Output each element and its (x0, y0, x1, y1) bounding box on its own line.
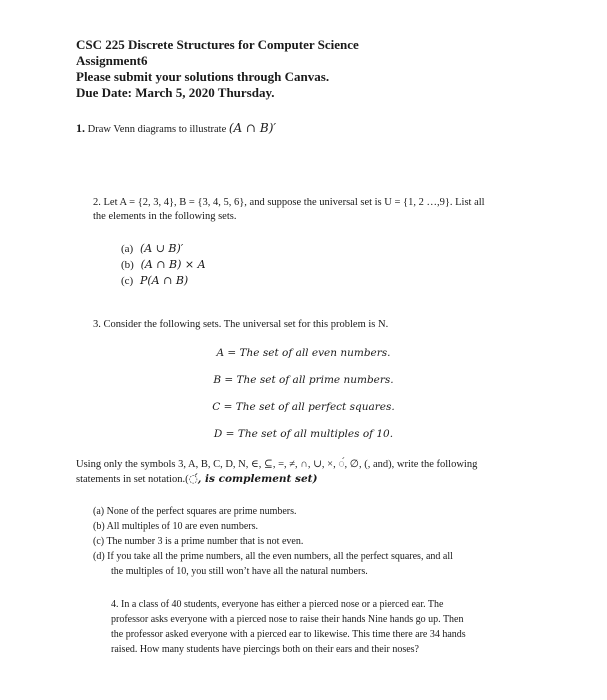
set-definition-b: B = The set of all prime numbers. (213, 374, 394, 386)
question-3-instruction-line-1: Using only the symbols 3, A, B, C, D, N, ∈, ⊆, =, ≠, ∩, ∪, ×, ◌́, ∅, (, and), write the following (76, 459, 478, 470)
due-date: Due Date: March 5, 2020 Thursday. (76, 85, 275, 100)
question-3-part-c (93, 535, 303, 549)
question-4-line-2: professor asks everyone with a pierced nose to raise their hands Nine hands go up. Then (111, 614, 464, 625)
question-2-item-b (121, 257, 206, 273)
submission-note: Please submit your solutions through Canvas. (76, 69, 330, 84)
set-definition-a: A = The set of all even numbers. (216, 347, 391, 359)
complement-note: ◌́, is complement set) (188, 473, 318, 485)
question-1-expression: (A ∩ B)′ (228, 121, 277, 135)
question-2-line-2: the elements in the following sets. (93, 211, 237, 222)
part-text: None of the perfect squares are prime numbers. (106, 506, 297, 517)
question-3-intro: 3. Consider the following sets. The universal set for this problem is N. (93, 319, 389, 330)
question-3-instruction-line-2 (76, 472, 317, 487)
item-expression: (A ∩ B) × A (140, 258, 206, 271)
item-label: (a) (121, 243, 134, 255)
question-3-part-a (93, 505, 297, 519)
question-3-part-b (93, 520, 258, 534)
part-text: The number 3 is a prime number that is not even. (106, 536, 304, 547)
part-text: If you take all the prime numbers, all the even numbers, all the perfect squares, and all (107, 551, 453, 562)
question-4-line-4: raised. How many students have piercings both on their ears and their noses? (111, 644, 419, 655)
part-label: (c) (93, 536, 105, 547)
item-label: (b) (121, 259, 134, 271)
part-label: (a) (93, 506, 105, 517)
item-label: (c) (121, 275, 134, 287)
course-title: CSC 225 Discrete Structures for Computer Science (76, 37, 359, 52)
instruction-text: statements in set notation.( (76, 474, 189, 485)
part-text: All multiples of 10 are even numbers. (106, 521, 258, 532)
assignment-header (76, 37, 359, 101)
set-definition-d: D = The set of all multiples of 10. (213, 428, 394, 440)
question-2-line-1: 2. Let A = {2, 3, 4}, B = {3, 4, 5, 6}, and suppose the universal set is U = {1, 2 …,9}. List all (93, 197, 485, 208)
question-4-line-3: the professor asked everyone with a pierced ear to likewise. This time there are 34 hands (111, 629, 466, 640)
part-label: (d) (93, 551, 105, 562)
question-4-line-1: 4. In a class of 40 students, everyone has either a pierced nose or a pierced ear. The (111, 599, 444, 610)
question-3-part-d-line-2: the multiples of 10, you still won’t have all the natural numbers. (111, 566, 368, 577)
question-1-number: 1. (76, 121, 85, 135)
set-definition-c: C = The set of all perfect squares. (212, 401, 395, 413)
item-expression: (A ∪ B)′ (139, 242, 184, 255)
assignment-title: Assignment6 (76, 53, 148, 68)
question-1-text: Draw Venn diagrams to illustrate (87, 124, 227, 135)
question-3-part-d (93, 550, 453, 564)
item-expression: P(A ∩ B) (139, 274, 189, 287)
question-1 (76, 121, 276, 137)
part-label: (b) (93, 521, 105, 532)
question-2-item-c (121, 273, 188, 289)
question-2-item-a (121, 241, 183, 257)
